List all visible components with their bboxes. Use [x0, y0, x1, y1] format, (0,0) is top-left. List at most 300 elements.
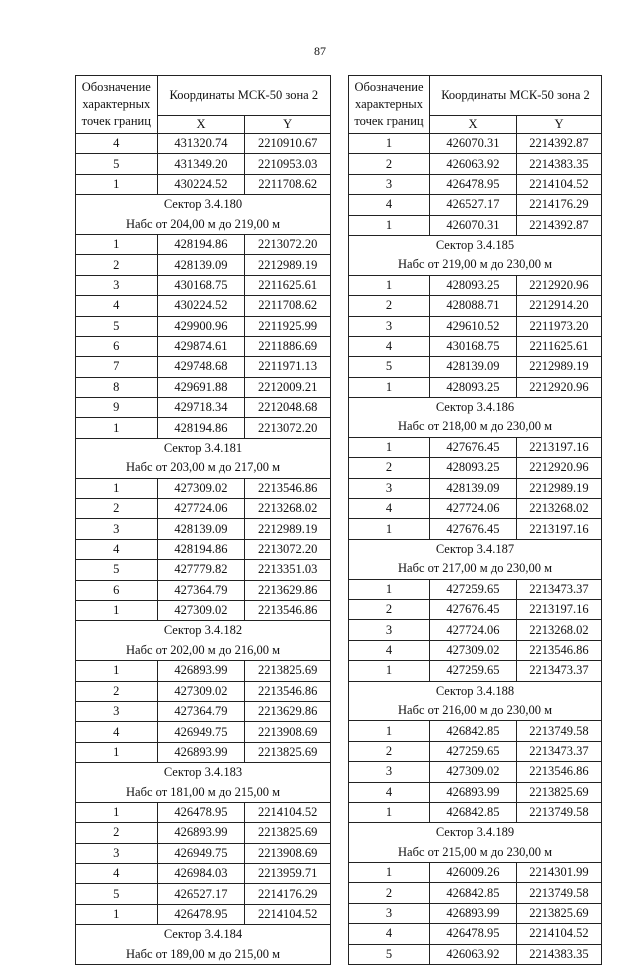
x-coordinate-cell: 426070.31 [429, 134, 516, 154]
point-id-cell: 1 [76, 742, 158, 762]
y-coordinate-cell: 2214104.52 [516, 924, 601, 944]
point-id-cell: 2 [76, 255, 158, 275]
table-row [76, 600, 331, 620]
point-id-cell: 1 [76, 661, 158, 681]
x-coordinate-cell: 426893.99 [429, 903, 516, 923]
y-coordinate-cell: 2214176.29 [245, 884, 331, 904]
table-row [349, 762, 602, 782]
sector-height-range: Набс от 204,00 м до 219,00 м [126, 216, 280, 231]
table-row [76, 722, 331, 742]
sector-row [349, 539, 602, 579]
x-coordinate-cell: 429718.34 [157, 398, 245, 418]
x-coordinate-cell: 426527.17 [157, 884, 245, 904]
table-row [349, 661, 602, 681]
table-row [76, 580, 331, 600]
x-coordinate-cell: 426949.75 [157, 843, 245, 863]
sector-row [349, 398, 602, 438]
x-coordinate-cell: 428093.25 [429, 458, 516, 478]
point-id-cell: 1 [349, 377, 430, 397]
x-coordinate-cell: 427309.02 [157, 478, 245, 498]
sector-title: Сектор 3.4.181 [163, 440, 243, 455]
y-coordinate-cell: 2214392.87 [516, 134, 601, 154]
x-coordinate-cell: 426478.95 [157, 904, 245, 924]
table-row [76, 539, 331, 559]
sector-title: Сектор 3.4.184 [163, 927, 243, 942]
x-coordinate-cell: 428139.09 [157, 519, 245, 539]
sector-cell [76, 438, 331, 478]
y-coordinate-cell: 2213629.86 [245, 580, 331, 600]
y-coordinate-cell: 2214104.52 [245, 802, 331, 822]
x-coordinate-cell: 427724.06 [429, 499, 516, 519]
x-coordinate-cell: 427676.45 [429, 437, 516, 457]
y-coordinate-cell: 2213959.71 [245, 864, 331, 884]
header-coordinates-label: Координаты МСК-50 зона 2 [429, 76, 601, 116]
x-coordinate-cell: 427724.06 [429, 620, 516, 640]
table-row [76, 234, 331, 254]
y-coordinate-cell: 2213351.03 [245, 560, 331, 580]
sector-cell [349, 823, 602, 863]
x-coordinate-cell: 426009.26 [429, 863, 516, 883]
point-id-cell: 1 [349, 134, 430, 154]
x-coordinate-cell: 429748.68 [157, 357, 245, 377]
table-row [76, 701, 331, 721]
y-coordinate-cell: 2213749.58 [516, 721, 601, 741]
point-id-cell: 1 [349, 721, 430, 741]
x-coordinate-cell: 427309.02 [429, 640, 516, 660]
table-row [349, 599, 602, 619]
sector-height-range: Набс от 219,00 м до 230,00 м [398, 257, 552, 272]
y-coordinate-cell: 2213825.69 [245, 661, 331, 681]
table-row [349, 316, 602, 336]
table-row [76, 560, 331, 580]
header-y: Y [245, 115, 331, 133]
y-coordinate-cell: 2210910.67 [245, 134, 331, 154]
table-row [349, 903, 602, 923]
point-id-cell: 3 [349, 620, 430, 640]
sector-title: Сектор 3.4.182 [163, 623, 243, 638]
point-id-cell: 1 [76, 234, 158, 254]
coordinates-table-left [75, 75, 331, 965]
point-id-cell: 4 [76, 722, 158, 742]
y-coordinate-cell: 2213268.02 [516, 620, 601, 640]
sector-row [76, 763, 331, 803]
y-coordinate-cell: 2212914.20 [516, 296, 601, 316]
sector-row [349, 681, 602, 721]
table-row [349, 741, 602, 761]
x-coordinate-cell: 427364.79 [157, 701, 245, 721]
y-coordinate-cell: 2213197.16 [516, 519, 601, 539]
sector-height-range: Набс от 203,00 м до 217,00 м [126, 460, 280, 475]
point-id-cell: 8 [76, 377, 158, 397]
point-id-cell: 4 [349, 924, 430, 944]
y-coordinate-cell: 2212920.96 [516, 377, 601, 397]
y-coordinate-cell: 2211971.13 [245, 357, 331, 377]
x-coordinate-cell: 426478.95 [429, 924, 516, 944]
point-id-cell: 2 [349, 458, 430, 478]
x-coordinate-cell: 427259.65 [429, 661, 516, 681]
point-id-cell: 3 [349, 174, 430, 194]
x-coordinate-cell: 427779.82 [157, 560, 245, 580]
x-coordinate-cell: 428139.09 [429, 357, 516, 377]
sector-cell [349, 398, 602, 438]
x-coordinate-cell: 428093.25 [429, 377, 516, 397]
point-id-cell: 1 [349, 215, 430, 235]
table-row [76, 499, 331, 519]
x-coordinate-cell: 430224.52 [157, 296, 245, 316]
y-coordinate-cell: 2213473.37 [516, 579, 601, 599]
point-id-cell: 1 [349, 802, 430, 822]
y-coordinate-cell: 2213629.86 [245, 701, 331, 721]
header-row [76, 76, 331, 116]
x-coordinate-cell: 427364.79 [157, 580, 245, 600]
x-coordinate-cell: 427309.02 [429, 762, 516, 782]
header-points-label: Обозначение характерных точек границ [76, 76, 158, 134]
point-id-cell: 1 [349, 579, 430, 599]
x-coordinate-cell: 429610.52 [429, 316, 516, 336]
table-row [76, 398, 331, 418]
table-row [76, 843, 331, 863]
y-coordinate-cell: 2214301.99 [516, 863, 601, 883]
point-id-cell: 1 [76, 174, 158, 194]
point-id-cell: 2 [76, 823, 158, 843]
sector-height-range: Набс от 217,00 м до 230,00 м [398, 561, 552, 576]
table-row [76, 519, 331, 539]
sector-cell [76, 925, 331, 965]
y-coordinate-cell: 2213825.69 [245, 823, 331, 843]
y-coordinate-cell: 2213072.20 [245, 539, 331, 559]
x-coordinate-cell: 429900.96 [157, 316, 245, 336]
y-coordinate-cell: 2213197.16 [516, 437, 601, 457]
y-coordinate-cell: 2211625.61 [245, 275, 331, 295]
sector-height-range: Набс от 181,00 м до 215,00 м [126, 784, 280, 799]
sector-row [349, 235, 602, 275]
sector-row [76, 621, 331, 661]
x-coordinate-cell: 426893.99 [157, 823, 245, 843]
table-row [349, 883, 602, 903]
point-id-cell: 1 [349, 661, 430, 681]
table-row [349, 782, 602, 802]
y-coordinate-cell: 2213749.58 [516, 802, 601, 822]
table-row [349, 134, 602, 154]
x-coordinate-cell: 426842.85 [429, 883, 516, 903]
x-coordinate-cell: 427676.45 [429, 519, 516, 539]
y-coordinate-cell: 2212989.19 [245, 519, 331, 539]
x-coordinate-cell: 427309.02 [157, 600, 245, 620]
sector-title: Сектор 3.4.185 [435, 237, 515, 252]
table-row [349, 924, 602, 944]
y-coordinate-cell: 2211925.99 [245, 316, 331, 336]
table-row [76, 275, 331, 295]
point-id-cell: 4 [349, 195, 430, 215]
sector-title: Сектор 3.4.187 [435, 541, 515, 556]
sector-height-range: Набс от 215,00 м до 230,00 м [398, 844, 552, 859]
x-coordinate-cell: 428088.71 [429, 296, 516, 316]
y-coordinate-cell: 2214392.87 [516, 215, 601, 235]
x-coordinate-cell: 426070.31 [429, 215, 516, 235]
y-coordinate-cell: 2213908.69 [245, 722, 331, 742]
sector-cell [76, 763, 331, 803]
point-id-cell: 5 [349, 357, 430, 377]
point-id-cell: 2 [349, 741, 430, 761]
y-coordinate-cell: 2213546.86 [245, 600, 331, 620]
point-id-cell: 5 [349, 944, 430, 964]
x-coordinate-cell: 426842.85 [429, 721, 516, 741]
y-coordinate-cell: 2213268.02 [516, 499, 601, 519]
point-id-cell: 4 [349, 640, 430, 660]
table-row [349, 802, 602, 822]
point-id-cell: 6 [76, 580, 158, 600]
point-id-cell: 2 [349, 883, 430, 903]
table-row [76, 296, 331, 316]
point-id-cell: 2 [349, 296, 430, 316]
table-row [349, 620, 602, 640]
sector-cell [349, 539, 602, 579]
table-row [76, 904, 331, 924]
y-coordinate-cell: 2214176.29 [516, 195, 601, 215]
point-id-cell: 2 [349, 154, 430, 174]
x-coordinate-cell: 427676.45 [429, 599, 516, 619]
point-id-cell: 4 [76, 134, 158, 154]
table-row [76, 336, 331, 356]
sector-title: Сектор 3.4.186 [435, 400, 515, 415]
y-coordinate-cell: 2214383.35 [516, 944, 601, 964]
y-coordinate-cell: 2211708.62 [245, 174, 331, 194]
x-coordinate-cell: 426063.92 [429, 944, 516, 964]
x-coordinate-cell: 428093.25 [429, 275, 516, 295]
table-body-right [349, 76, 602, 965]
header-y: Y [516, 115, 601, 133]
page-number: 87 [314, 44, 326, 58]
point-id-cell: 2 [349, 599, 430, 619]
point-id-cell: 1 [76, 802, 158, 822]
sector-title: Сектор 3.4.188 [435, 683, 515, 698]
y-coordinate-cell: 2211625.61 [516, 336, 601, 356]
point-id-cell: 1 [76, 478, 158, 498]
point-id-cell: 3 [349, 903, 430, 923]
point-id-cell: 3 [76, 701, 158, 721]
y-coordinate-cell: 2212920.96 [516, 275, 601, 295]
table-row [349, 195, 602, 215]
x-coordinate-cell: 431349.20 [157, 154, 245, 174]
y-coordinate-cell: 2211708.62 [245, 296, 331, 316]
table-row [76, 864, 331, 884]
x-coordinate-cell: 426949.75 [157, 722, 245, 742]
x-coordinate-cell: 430168.75 [157, 275, 245, 295]
table-row [76, 357, 331, 377]
point-id-cell: 2 [76, 681, 158, 701]
y-coordinate-cell: 2213546.86 [245, 681, 331, 701]
point-id-cell: 5 [76, 884, 158, 904]
header-x: X [429, 115, 516, 133]
y-coordinate-cell: 2213546.86 [516, 762, 601, 782]
table-row [349, 336, 602, 356]
x-coordinate-cell: 426063.92 [429, 154, 516, 174]
coordinates-table-right [348, 75, 602, 965]
table-row [76, 661, 331, 681]
table-row [76, 174, 331, 194]
point-id-cell: 1 [349, 863, 430, 883]
point-id-cell: 1 [76, 904, 158, 924]
sector-row [76, 195, 331, 235]
x-coordinate-cell: 430224.52 [157, 174, 245, 194]
x-coordinate-cell: 426893.99 [157, 661, 245, 681]
header-row [349, 76, 602, 116]
y-coordinate-cell: 2211973.20 [516, 316, 601, 336]
point-id-cell: 1 [76, 418, 158, 438]
x-coordinate-cell: 430168.75 [429, 336, 516, 356]
table-row [76, 316, 331, 336]
point-id-cell: 4 [349, 499, 430, 519]
sector-cell [349, 235, 602, 275]
point-id-cell: 3 [349, 762, 430, 782]
table-row [349, 478, 602, 498]
x-coordinate-cell: 426893.99 [157, 742, 245, 762]
x-coordinate-cell: 426984.03 [157, 864, 245, 884]
y-coordinate-cell: 2213825.69 [516, 782, 601, 802]
table-row [349, 357, 602, 377]
table-row [349, 519, 602, 539]
table-row [349, 154, 602, 174]
y-coordinate-cell: 2213908.69 [245, 843, 331, 863]
x-coordinate-cell: 427724.06 [157, 499, 245, 519]
table-row [349, 437, 602, 457]
table-row [76, 681, 331, 701]
point-id-cell: 3 [349, 316, 430, 336]
x-coordinate-cell: 426842.85 [429, 802, 516, 822]
y-coordinate-cell: 2213473.37 [516, 741, 601, 761]
point-id-cell: 5 [76, 154, 158, 174]
sector-row [76, 925, 331, 965]
table-row [349, 215, 602, 235]
table-row [349, 640, 602, 660]
table-row [349, 458, 602, 478]
table-row [76, 418, 331, 438]
y-coordinate-cell: 2213072.20 [245, 234, 331, 254]
table-row [76, 134, 331, 154]
x-coordinate-cell: 428194.86 [157, 234, 245, 254]
x-coordinate-cell: 427259.65 [429, 741, 516, 761]
y-coordinate-cell: 2212989.19 [516, 357, 601, 377]
y-coordinate-cell: 2213473.37 [516, 661, 601, 681]
header-x: X [157, 115, 245, 133]
x-coordinate-cell: 431320.74 [157, 134, 245, 154]
y-coordinate-cell: 2213546.86 [516, 640, 601, 660]
y-coordinate-cell: 2213825.69 [516, 903, 601, 923]
table-row [349, 174, 602, 194]
table-row [349, 579, 602, 599]
y-coordinate-cell: 2213197.16 [516, 599, 601, 619]
y-coordinate-cell: 2211886.69 [245, 336, 331, 356]
point-id-cell: 3 [76, 519, 158, 539]
y-coordinate-cell: 2212989.19 [245, 255, 331, 275]
y-coordinate-cell: 2212048.68 [245, 398, 331, 418]
y-coordinate-cell: 2210953.03 [245, 154, 331, 174]
point-id-cell: 1 [76, 600, 158, 620]
sector-cell [76, 621, 331, 661]
table-row [76, 742, 331, 762]
sector-row [349, 823, 602, 863]
table-row [349, 863, 602, 883]
sector-cell [349, 681, 602, 721]
x-coordinate-cell: 426478.95 [157, 802, 245, 822]
header-points-label: Обозначение характерных точек границ [349, 76, 430, 134]
y-coordinate-cell: 2213825.69 [245, 742, 331, 762]
sector-title: Сектор 3.4.180 [163, 197, 243, 212]
table-row [76, 823, 331, 843]
x-coordinate-cell: 426478.95 [429, 174, 516, 194]
x-coordinate-cell: 429874.61 [157, 336, 245, 356]
point-id-cell: 9 [76, 398, 158, 418]
sector-cell [76, 195, 331, 235]
table-row [76, 478, 331, 498]
point-id-cell: 4 [76, 296, 158, 316]
table-row [349, 499, 602, 519]
y-coordinate-cell: 2213749.58 [516, 883, 601, 903]
point-id-cell: 3 [76, 843, 158, 863]
table-row [349, 275, 602, 295]
point-id-cell: 4 [76, 539, 158, 559]
point-id-cell: 6 [76, 336, 158, 356]
sector-height-range: Набс от 189,00 м до 215,00 м [126, 946, 280, 961]
sector-row [76, 438, 331, 478]
table-row [76, 255, 331, 275]
point-id-cell: 2 [76, 499, 158, 519]
point-id-cell: 1 [349, 275, 430, 295]
x-coordinate-cell: 427309.02 [157, 681, 245, 701]
y-coordinate-cell: 2213268.02 [245, 499, 331, 519]
table-row [349, 721, 602, 741]
point-id-cell: 7 [76, 357, 158, 377]
table-row [349, 377, 602, 397]
y-coordinate-cell: 2213072.20 [245, 418, 331, 438]
sector-height-range: Набс от 216,00 м до 230,00 м [398, 702, 552, 717]
table-row [349, 296, 602, 316]
y-coordinate-cell: 2213546.86 [245, 478, 331, 498]
y-coordinate-cell: 2214104.52 [245, 904, 331, 924]
point-id-cell: 4 [76, 864, 158, 884]
y-coordinate-cell: 2212920.96 [516, 458, 601, 478]
sector-title: Сектор 3.4.189 [435, 825, 515, 840]
sector-height-range: Набс от 202,00 м до 216,00 м [126, 642, 280, 657]
point-id-cell: 3 [349, 478, 430, 498]
x-coordinate-cell: 427259.65 [429, 579, 516, 599]
y-coordinate-cell: 2212009.21 [245, 377, 331, 397]
x-coordinate-cell: 428139.09 [157, 255, 245, 275]
sector-height-range: Набс от 218,00 м до 230,00 м [398, 419, 552, 434]
x-coordinate-cell: 428194.86 [157, 418, 245, 438]
y-coordinate-cell: 2212989.19 [516, 478, 601, 498]
table-row [76, 377, 331, 397]
x-coordinate-cell: 426527.17 [429, 195, 516, 215]
point-id-cell: 1 [349, 437, 430, 457]
x-coordinate-cell: 426893.99 [429, 782, 516, 802]
x-coordinate-cell: 429691.88 [157, 377, 245, 397]
sector-title: Сектор 3.4.183 [163, 765, 243, 780]
x-coordinate-cell: 428194.86 [157, 539, 245, 559]
table-row [76, 154, 331, 174]
table-body-left [76, 76, 331, 965]
point-id-cell: 5 [76, 316, 158, 336]
table-row [76, 802, 331, 822]
y-coordinate-cell: 2214383.35 [516, 154, 601, 174]
point-id-cell: 1 [349, 519, 430, 539]
header-coordinates-label: Координаты МСК-50 зона 2 [157, 76, 330, 116]
point-id-cell: 5 [76, 560, 158, 580]
table-row [349, 944, 602, 964]
x-coordinate-cell: 428139.09 [429, 478, 516, 498]
table-row [76, 884, 331, 904]
point-id-cell: 4 [349, 782, 430, 802]
